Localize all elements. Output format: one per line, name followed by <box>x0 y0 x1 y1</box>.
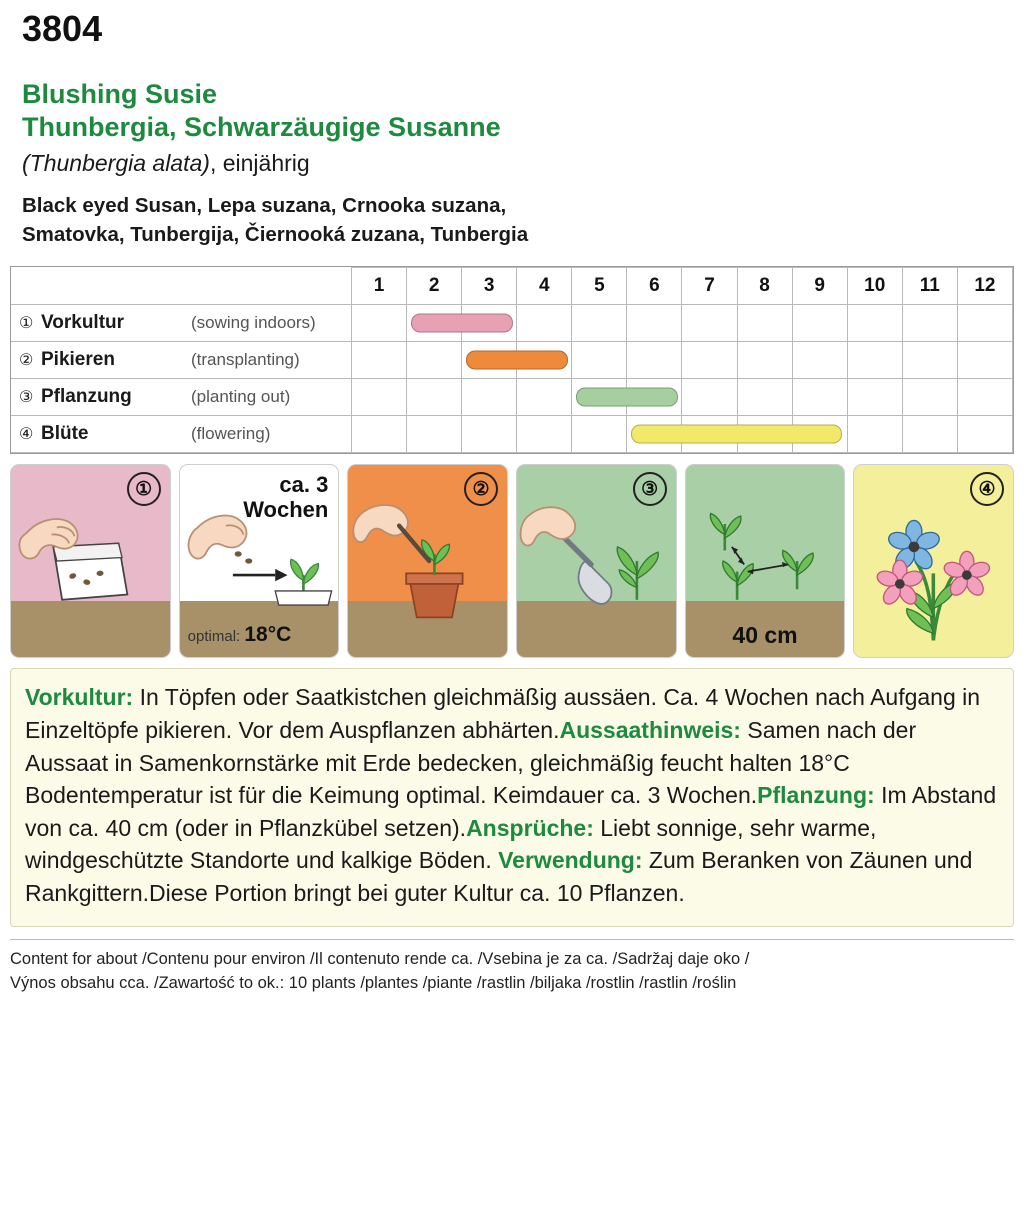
calendar-cell <box>847 305 902 342</box>
latin-name-suffix: , einjährig <box>209 149 310 176</box>
calendar-month-header: 1 <box>352 268 407 305</box>
calendar-cell <box>462 379 517 416</box>
panel-badge-1: ① <box>127 472 161 506</box>
calendar-cell <box>847 416 902 453</box>
calendar-cell <box>792 379 847 416</box>
weeks-line-1: ca. 3 <box>279 472 329 498</box>
calendar-month-header: 5 <box>572 268 627 305</box>
calendar-cell <box>847 379 902 416</box>
footer-note <box>10 939 1014 996</box>
calendar-cell <box>627 379 682 416</box>
calendar-cell <box>407 305 462 342</box>
calendar-month-header: 8 <box>737 268 792 305</box>
footer-line-1: Content for about /Contenu pour environ /Il contenuto rende ca. /Vsebina je za ca. /Sadržaj daje oko / <box>10 949 750 968</box>
panel-badge-2: ② <box>464 472 498 506</box>
calendar-cell <box>792 305 847 342</box>
calendar-cell <box>407 342 462 379</box>
instruction-text: Diese Portion bringt bei guter Kultur ca. 10 Pflanzen. <box>149 880 685 907</box>
calendar-month-header: 3 <box>462 268 517 305</box>
weeks-line-2: Wochen <box>243 496 329 522</box>
calendar-header-spacer <box>11 268 352 305</box>
calendar-cell <box>627 416 682 453</box>
calendar-row-label <box>11 416 352 453</box>
sowing-calendar <box>10 266 1014 454</box>
panel-germination-time <box>179 464 340 658</box>
calendar-month-header: 2 <box>407 268 462 305</box>
calendar-row-number: ③ <box>19 389 34 407</box>
panel-spacing <box>685 464 846 658</box>
calendar-cell <box>737 305 792 342</box>
calendar-row-number: ① <box>19 315 34 333</box>
calendar-cell <box>572 379 627 416</box>
calendar-cell <box>352 342 407 379</box>
spacing-distance-label: 40 cm <box>732 622 798 649</box>
calendar-cell <box>352 416 407 453</box>
calendar-cell <box>847 342 902 379</box>
calendar-cell <box>957 416 1012 453</box>
calendar-row-label <box>11 305 352 342</box>
calendar-cell <box>517 416 572 453</box>
instructions-paragraph <box>25 681 999 910</box>
calendar-month-header: 11 <box>902 268 957 305</box>
optimal-label: optimal: <box>187 628 241 646</box>
instruction-label: Vorkultur: <box>25 684 134 711</box>
calendar-row-number: ② <box>19 352 34 370</box>
instruction-text: Zum Beranken von Zäunen und Rankgittern. <box>25 847 973 907</box>
calendar-cell <box>682 342 737 379</box>
calendar-row <box>11 342 1013 379</box>
calendar-cell <box>737 379 792 416</box>
calendar-cell <box>572 342 627 379</box>
calendar-row-english: (flowering) <box>191 424 271 444</box>
calendar-row <box>11 379 1013 416</box>
title-block <box>0 50 1024 179</box>
panel-planting-out <box>516 464 677 658</box>
calendar-cell <box>517 305 572 342</box>
article-number: 3804 <box>22 8 103 49</box>
calendar-cell <box>627 342 682 379</box>
instruction-label: Ansprüche: <box>466 814 594 841</box>
calendar-row <box>11 305 1013 342</box>
page-title: Blushing Susie <box>22 79 218 109</box>
calendar-cell <box>737 416 792 453</box>
calendar-cell <box>682 379 737 416</box>
panel-flowering <box>853 464 1014 658</box>
optimal-temperature <box>188 623 292 647</box>
latin-name-italic: (Thunbergia alata) <box>22 149 210 176</box>
calendar-row-name: Blüte <box>41 423 89 445</box>
calendar-cell <box>352 305 407 342</box>
calendar-cell <box>462 342 517 379</box>
instructions-block <box>10 668 1014 927</box>
calendar-cell <box>792 416 847 453</box>
calendar-cell <box>517 342 572 379</box>
calendar-row-name: Pikieren <box>41 349 115 371</box>
footer-line-2: Výnos obsahu cca. /Zawartość to ok.: 10 plants /plantes /piante /rastlin /biljaka /rostlin /rastlin /roślin <box>10 973 737 992</box>
calendar-cell <box>957 305 1012 342</box>
calendar-cell <box>902 305 957 342</box>
calendar-cell <box>682 416 737 453</box>
german-name: Thunbergia, Schwarzäugige Susanne <box>22 111 501 142</box>
germination-weeks-text <box>243 473 328 522</box>
calendar-month-header: 6 <box>627 268 682 305</box>
calendar-month-header: 9 <box>792 268 847 305</box>
alt-names-line-2: Smatovka, Tunbergija, Čiernooká zuzana, Tunbergia <box>22 223 529 247</box>
instruction-label: Aussaathinweis: <box>559 716 741 743</box>
calendar-row-number: ④ <box>19 426 34 444</box>
calendar-cell <box>572 416 627 453</box>
illustration-strip <box>10 464 1014 658</box>
instruction-label: Verwendung: <box>498 847 643 874</box>
calendar-cell <box>737 342 792 379</box>
panel-transplanting <box>347 464 508 658</box>
instruction-label: Pflanzung: <box>757 782 875 809</box>
panel-sowing-indoors <box>10 464 171 658</box>
instruction-text: Im Abstand von ca. 40 cm (oder in Pflanzkübel setzen). <box>25 782 997 841</box>
calendar-cell <box>957 342 1012 379</box>
calendar-row-english: (transplanting) <box>191 350 300 370</box>
calendar-cell <box>407 379 462 416</box>
calendar-cell <box>352 379 407 416</box>
calendar-month-header: 12 <box>957 268 1012 305</box>
instruction-text: Liebt sonnige, sehr warme, windgeschützte Standorte und kalkige Böden. <box>25 814 877 874</box>
calendar-cell <box>902 379 957 416</box>
calendar-cell <box>627 305 682 342</box>
calendar-cell <box>517 379 572 416</box>
calendar-month-header: 10 <box>847 268 902 305</box>
calendar-month-header: 7 <box>682 268 737 305</box>
calendar-cell <box>462 305 517 342</box>
calendar-row-label <box>11 342 352 379</box>
calendar-row-name: Pflanzung <box>41 386 132 408</box>
calendar-cell <box>792 342 847 379</box>
optimal-value: 18°C <box>244 623 292 647</box>
calendar-cell <box>572 305 627 342</box>
calendar-cell <box>902 342 957 379</box>
latin-name <box>22 149 1024 179</box>
calendar-row-english: (planting out) <box>191 387 291 407</box>
calendar-cell <box>407 416 462 453</box>
calendar-row <box>11 416 1013 453</box>
alt-names-line-1: Black eyed Susan, Lepa suzana, Crnooka suzana, <box>22 193 507 217</box>
calendar-cell <box>957 379 1012 416</box>
calendar-row-label <box>11 379 352 416</box>
calendar-cell <box>462 416 517 453</box>
calendar-cell <box>902 416 957 453</box>
calendar-row-name: Vorkultur <box>41 312 125 334</box>
calendar-row-english: (sowing indoors) <box>191 313 316 333</box>
calendar-month-header: 4 <box>517 268 572 305</box>
alternative-names <box>0 179 1024 250</box>
panel-badge-4: ④ <box>970 472 1004 506</box>
calendar-header-row <box>11 268 1013 305</box>
panel-badge-3: ③ <box>633 472 667 506</box>
instruction-text: In Töpfen oder Saatkistchen gleichmäßig aussäen. Ca. 4 Wochen nach Aufgang in Einzeltöpfe pikieren. Vor dem Auspflanzen abhärten. <box>25 684 981 743</box>
instruction-text: Samen nach der Aussaat in Samenkornstärke mit Erde bedecken, gleichmäßig feucht halten 18°C Bodentemperatur ist für die Keimung optimal. Keimdauer ca. 3 Wochen. <box>25 716 917 809</box>
calendar-cell <box>682 305 737 342</box>
